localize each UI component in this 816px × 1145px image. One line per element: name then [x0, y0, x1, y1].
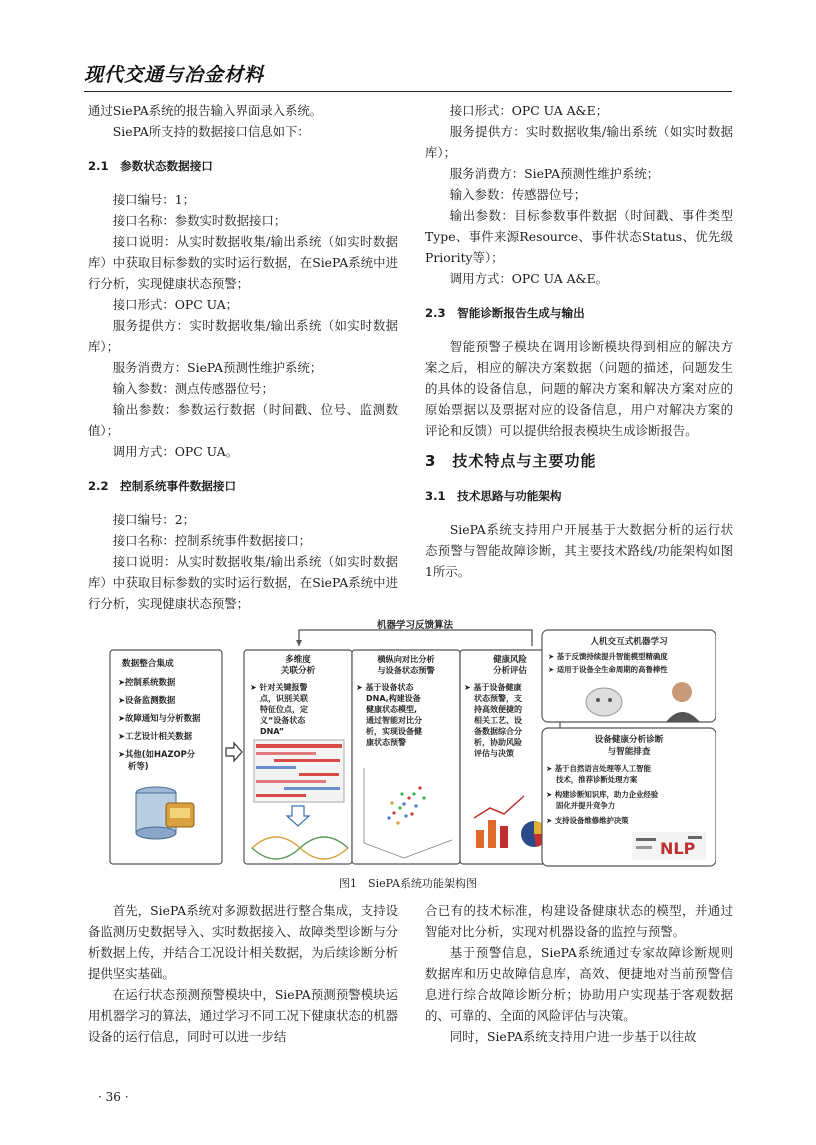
- flow-arrow-icon: [226, 743, 242, 761]
- page-number: · 36 ·: [98, 1090, 129, 1104]
- paragraph: 接口编号：2；: [112, 512, 196, 527]
- right-column-top: [425, 100, 733, 582]
- box4-item: 备数据综合分: [474, 727, 522, 736]
- header-rule: [84, 91, 732, 92]
- right-column-bottom: [425, 900, 733, 1047]
- section-heading-2-1: 2.1 参数状态数据接口: [88, 159, 213, 173]
- paragraph: 调用方式：OPC UA A&E。: [449, 271, 609, 286]
- paragraph: 接口说明：从实时数据收集/输出系统（如实时数据库）中获取目标参数的实时运行数据，在SiePA系统中进行分析，实现健康状态预警；: [88, 554, 398, 611]
- paragraph: 接口形式：OPC UA A&E；: [449, 103, 609, 118]
- box6-item: ➤ 构建诊断知识库，助力企业经验: [546, 790, 659, 799]
- box3-item: 析，实现设备健: [366, 727, 422, 736]
- section-heading-2-3: 2.3 智能诊断报告生成与输出: [425, 306, 585, 320]
- nlp-label: NLP: [660, 839, 696, 858]
- box4-item: 相关工艺、设: [474, 716, 522, 725]
- box1-title: 数据整合集成: [122, 659, 174, 669]
- paragraph: 调用方式：OPC UA。: [112, 444, 239, 459]
- box4-item: ➤ 基于设备健康: [464, 683, 522, 692]
- box3-item: DNA,构建设备: [366, 694, 421, 703]
- box4-item: 状态预警，支: [474, 694, 522, 703]
- box4-title: 分析评估: [493, 665, 527, 675]
- box4-item: 评估与决策: [474, 749, 514, 758]
- feedback-title: 机器学习反馈算法: [376, 620, 454, 631]
- paragraph: 在运行状态预测预警模块中，SiePA预测预警模块运用机器学习的算法，通过学习不同工况下健康状态的机器设备的运行信息，同时可以进一步结: [88, 987, 398, 1044]
- box6-title: 设备健康分析诊断: [594, 735, 664, 745]
- box1-item: 析等): [128, 761, 149, 771]
- paragraph: 通过SiePA系统的报告输入界面录入系统。: [88, 103, 323, 118]
- box3-item: 康状态预警: [366, 738, 406, 747]
- box6-item: 技术，推荐诊断处理方案: [556, 775, 638, 784]
- robot-image: [586, 688, 622, 716]
- box3-item: 健康状态模型,: [366, 705, 418, 714]
- box3-item: 通过智能对比分: [366, 716, 422, 725]
- architecture-figure: [104, 618, 716, 870]
- box1-item: ➤故障通知与分析数据: [118, 713, 201, 723]
- box5-item: ➤ 适用于设备全生命周期的高鲁棒性: [548, 665, 668, 674]
- box6-title: 与智能排查: [607, 747, 651, 757]
- box2-title: 多维度: [285, 655, 311, 665]
- paragraph: 接口名称：参数实时数据接口；: [112, 213, 287, 228]
- paragraph: 输入参数：传感器位号；: [449, 187, 587, 202]
- paragraph: 输出参数：参数运行数据（时间戳、位号、监测数值）；: [88, 402, 398, 438]
- paragraph: 接口编号：1；: [112, 192, 196, 207]
- paragraph: 服务消费方：SiePA预测性维护系统；: [449, 166, 660, 181]
- box4-title: 健康风险: [493, 654, 527, 664]
- box6-item: ➤ 基于自然语言处理等人工智能: [546, 764, 651, 773]
- paragraph: 合已有的技术标准，构建设备健康状态的模型，并通过智能对比分析，实现对机器设备的监控与预警。: [425, 903, 733, 939]
- section-heading-3: 3 技术特点与主要功能: [425, 452, 597, 470]
- heatmap-image: [254, 740, 344, 802]
- box1-item: ➤工艺设计相关数据: [118, 731, 193, 741]
- paragraph: 服务消费方：SiePA预测性维护系统；: [112, 360, 323, 375]
- box3-title: 与设备状态预警: [377, 665, 435, 675]
- paragraph: 基于预警信息，SiePA系统通过专家故障诊断规则数据库和历史故障信息库，高效、便捷地对当前预警信息进行综合故障诊断分析；协助用户实现基于客观数据的、可靠的、全面的风险评估与决策。: [425, 945, 733, 1023]
- box5-title: 人机交互式机器学习: [590, 637, 668, 647]
- box1-item: ➤设备监测数据: [118, 695, 176, 705]
- box2-title: 关联分析: [280, 666, 316, 676]
- feedback-loop-line: [299, 630, 532, 646]
- box2-item: ➤ 针对关键报警: [250, 683, 308, 692]
- paragraph: 服务提供方：实时数据收集/输出系统（如实时数据库）；: [88, 318, 398, 354]
- paragraph: 接口名称：控制系统事件数据接口；: [112, 533, 312, 548]
- paragraph: SiePA系统支持用户开展基于大数据分析的运行状态预警与智能故障诊断，其主要技术路线/功能架构如图1所示。: [425, 522, 733, 579]
- left-column-top: [88, 100, 398, 614]
- box2-item: 义“设备状态: [260, 716, 306, 725]
- figure-caption: 图1 SiePA系统功能架构图: [339, 877, 477, 890]
- paragraph: SiePA所支持的数据接口信息如下：: [112, 124, 310, 139]
- box6-item: 固化并提升竞争力: [556, 801, 616, 810]
- box3-item: ➤ 基于设备状态: [356, 683, 414, 692]
- paragraph: 输出参数：目标参数事件数据（时间戳、事件类型Type、事件来源Resource、事件状态Status、优先级Priority等）；: [425, 208, 733, 265]
- journal-logo: 现代交通与冶金材料: [84, 64, 265, 86]
- box4-item: 持高效便捷的: [474, 705, 522, 714]
- paragraph: 接口形式：OPC UA；: [112, 297, 239, 312]
- box5-item: ➤ 基于反馈持续提升智能模型精确度: [548, 652, 668, 661]
- paragraph: 同时，SiePA系统支持用户进一步基于以往故: [449, 1029, 697, 1044]
- box3-title: 横纵向对比分析: [377, 654, 435, 664]
- paragraph: 智能预警子模块在调用诊断模块得到相应的解决方案之后，相应的解决方案数据（问题的描述，问题发生的具体的设备信息，问题的解决方案和解决方案对应的原始票据以及票据对应的设备信息，用户对解决方案的评论和反馈）可以提供给报表模块生成诊断报告。: [425, 339, 733, 438]
- box1-item: ➤控制系统数据: [118, 677, 176, 687]
- paragraph: 服务提供方：实时数据收集/输出系统（如实时数据库）；: [425, 124, 733, 160]
- nlp-wordcloud-image: [632, 832, 706, 860]
- section-heading-2-2: 2.2 控制系统事件数据接口: [88, 479, 237, 493]
- box1-item: ➤其他(如HAZOP分: [118, 749, 196, 759]
- paragraph: 输入参数：测点传感器位号；: [112, 381, 274, 396]
- box2-item: 点，识别关联: [260, 694, 308, 703]
- left-column-bottom: [88, 900, 398, 1047]
- feedback-arrow-icon: [296, 640, 302, 646]
- section-heading-3-1: 3.1 技术思路与功能架构: [425, 489, 562, 503]
- box6-item: ➤ 支持设备维修维护决策: [546, 816, 629, 825]
- paragraph: 首先，SiePA系统对多源数据进行整合集成，支持设备监测历史数据导入、实时数据接入、故障类型诊断与分析数据上传，并结合工况设计相关数据，为后续诊断分析提供坚实基础。: [88, 903, 398, 981]
- box2-item: DNA”: [260, 727, 285, 736]
- box2-item: 特征位点，定: [260, 705, 308, 714]
- paragraph: 接口说明：从实时数据收集/输出系统（如实时数据库）中获取目标参数的实时运行数据，在SiePA系统中进行分析，实现健康状态预警；: [88, 234, 398, 291]
- box4-item: 析，协助风险: [474, 738, 522, 747]
